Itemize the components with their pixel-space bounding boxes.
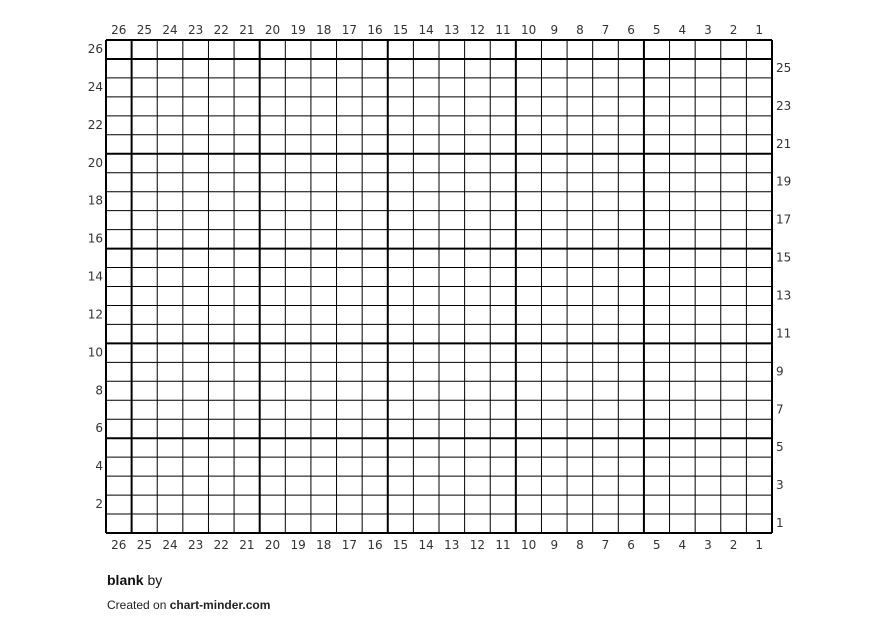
column-number-top: 3 <box>704 23 712 37</box>
column-number-bottom: 11 <box>495 538 511 552</box>
column-number-bottom: 12 <box>469 538 486 552</box>
column-number-bottom: 13 <box>444 538 460 552</box>
column-number-top: 9 <box>550 23 559 37</box>
by-text: by <box>147 572 163 588</box>
row-number-right: 15 <box>776 250 792 265</box>
column-number-bottom: 9 <box>550 538 559 552</box>
row-number-right: 25 <box>776 60 792 75</box>
column-number-top: 11 <box>495 23 511 37</box>
column-number-top: 18 <box>316 23 332 37</box>
row-number-left: 10 <box>87 345 103 360</box>
column-number-top: 6 <box>627 23 635 37</box>
row-number-left: 26 <box>87 42 103 56</box>
row-number-left: 24 <box>87 79 103 94</box>
column-number-bottom: 21 <box>239 538 255 552</box>
column-number-top: 1 <box>755 23 764 37</box>
row-number-right: 13 <box>776 288 792 303</box>
column-number-top: 23 <box>188 23 204 37</box>
column-number-top: 5 <box>652 23 661 37</box>
column-number-bottom: 10 <box>521 538 537 552</box>
pattern-name: blank <box>107 572 144 588</box>
column-number-top: 21 <box>239 23 255 37</box>
row-number-left: 4 <box>95 459 103 474</box>
row-number-right: 9 <box>776 364 784 379</box>
column-number-bottom: 24 <box>162 538 178 552</box>
row-number-left: 22 <box>87 117 103 132</box>
column-number-bottom: 22 <box>213 538 229 552</box>
column-number-top: 8 <box>576 23 584 37</box>
column-number-bottom: 15 <box>392 538 409 552</box>
column-number-top: 26 <box>111 23 127 37</box>
column-number-top: 12 <box>469 23 486 37</box>
row-number-right: 19 <box>776 174 792 189</box>
row-number-left: 8 <box>95 383 103 398</box>
column-number-bottom: 25 <box>136 538 153 552</box>
column-number-top: 17 <box>341 23 357 37</box>
site-link[interactable]: chart-minder.com <box>169 598 271 612</box>
column-number-top: 2 <box>729 23 738 37</box>
column-number-bottom: 4 <box>678 538 687 552</box>
column-number-bottom: 16 <box>367 538 383 552</box>
column-number-bottom: 26 <box>111 538 127 552</box>
column-number-top: 22 <box>213 23 229 37</box>
row-number-right: 7 <box>776 402 784 417</box>
row-number-left: 18 <box>87 193 103 208</box>
column-number-top: 7 <box>601 23 610 37</box>
column-number-bottom: 6 <box>627 538 635 552</box>
column-number-bottom: 14 <box>418 538 434 552</box>
column-number-bottom: 2 <box>729 538 738 552</box>
row-number-right: 11 <box>776 326 792 341</box>
created-on-text: Created on <box>107 598 167 612</box>
column-number-top: 16 <box>367 23 383 37</box>
pattern-caption <box>107 572 162 588</box>
column-number-top: 14 <box>418 23 434 37</box>
column-number-bottom: 3 <box>704 538 712 552</box>
row-number-left: 12 <box>87 307 103 322</box>
column-number-bottom: 17 <box>341 538 357 552</box>
column-number-bottom: 19 <box>290 538 306 552</box>
column-number-bottom: 23 <box>188 538 204 552</box>
row-number-right: 23 <box>776 98 792 113</box>
row-number-right: 5 <box>776 440 784 455</box>
row-number-left: 6 <box>95 421 103 436</box>
row-number-right: 3 <box>776 478 784 493</box>
credit-line <box>107 598 270 612</box>
column-number-top: 4 <box>678 23 687 37</box>
column-number-top: 19 <box>290 23 306 37</box>
row-number-left: 16 <box>87 231 103 246</box>
column-number-top: 24 <box>162 23 178 37</box>
column-number-bottom: 5 <box>652 538 661 552</box>
column-number-bottom: 7 <box>601 538 610 552</box>
row-number-left: 20 <box>87 155 103 170</box>
column-number-top: 15 <box>392 23 409 37</box>
row-number-right: 1 <box>776 516 784 531</box>
column-number-bottom: 1 <box>755 538 764 552</box>
column-number-bottom: 20 <box>264 538 281 552</box>
column-number-bottom: 18 <box>316 538 332 552</box>
grid-lines <box>106 40 772 533</box>
row-number-right: 21 <box>776 136 792 151</box>
column-number-top: 13 <box>444 23 460 37</box>
row-number-right: 17 <box>776 212 792 227</box>
column-number-top: 20 <box>264 23 281 37</box>
column-number-top: 25 <box>136 23 153 37</box>
column-number-bottom: 8 <box>576 538 584 552</box>
row-number-left: 2 <box>95 497 103 512</box>
column-number-top: 10 <box>521 23 537 37</box>
row-number-left: 14 <box>87 269 103 284</box>
